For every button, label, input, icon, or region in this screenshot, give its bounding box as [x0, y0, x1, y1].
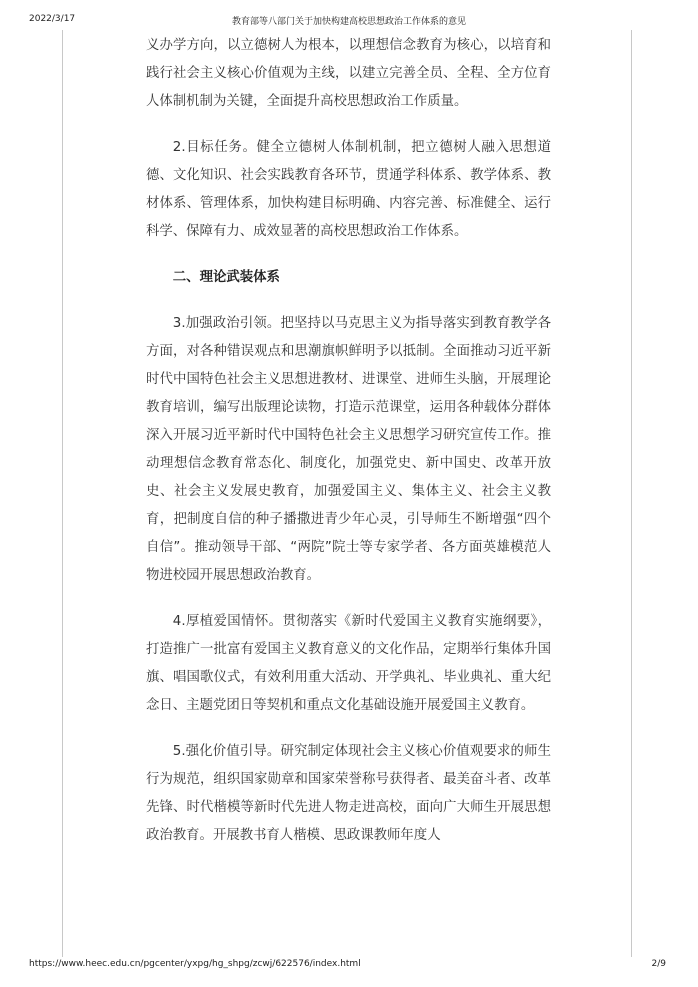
document-title: 教育部等八部门关于加快构建高校思想政治工作体系的意见: [231, 17, 466, 27]
page-number: 2/9: [651, 959, 666, 969]
paragraph-patriotism: 4.厚植爱国情怀。贯彻落实《新时代爱国主义教育实施纲要》，打造推广一批富有爱国主义教育意义的文化作品，定期举行集体升国旗、唱国歌仪式，有效利用重大活动、开学典礼、毕业典礼、重大纪念日、主题党团日等契机和重点文化基础设施开展爱国主义教育。: [146, 614, 551, 713]
paragraph-value-guidance: 5.强化价值引导。研究制定体现社会主义核心价值观要求的师生行为规范，组织国家勋章和国家荣誉称号获得者、最美奋斗者、改革先锋、时代楷模等新时代先进人物走进高校，面向广大师生开展思想政治教育。开展教书育人楷模、思政课教师年度人: [146, 744, 551, 843]
page-url: https://www.heec.edu.cn/pgcenter/yxpg/hg_shpg/zcwj/622576/index.html: [29, 959, 361, 969]
paragraph-goal-tasks: 2.目标任务。健全立德树人体制机制，把立德树人融入思想道德、文化知识、社会实践教育各环节，贯通学科体系、教学体系、教材体系、管理体系，加快构建目标明确、内容完善、标准健全、运行科学、保障有力、成效显著的高校思想政治工作体系。: [146, 140, 551, 239]
document-body: [146, 32, 551, 850]
print-date: 2022/3/17: [29, 14, 76, 24]
print-header: [0, 14, 698, 30]
section-heading-theory: 二、理论武装体系: [172, 270, 280, 285]
left-margin-rule: [62, 30, 63, 957]
right-margin-rule: [631, 30, 632, 957]
paragraph-political-guidance: 3.加强政治引领。把坚持以马克思主义为指导落实到教育教学各方面，对各种错误观点和思潮旗帜鲜明予以抵制。全面推动习近平新时代中国特色社会主义思想进教材、进课堂、进师生头脑，开展理论教育培训，编写出版理论读物，打造示范课堂，运用各种载体分群体深入开展习近平新时代中国特色社会主义思想学习研究宣传工作。推动理想信念教育常态化、制度化，加强党史、新中国史、改革开放史、社会主义发展史教育，加强爱国主义、集体主义、社会主义教育，把制度自信的种子播撒进青少年心灵，引导师生不断增强“四个自信”。推动领导干部、“两院”院士等专家学者、各方面英雄模范人物进校园开展思想政治教育。: [146, 316, 551, 583]
continued-paragraph: 义办学方向，以立德树人为根本，以理想信念教育为核心，以培育和践行社会主义核心价值观为主线，以建立完善全员、全程、全方位育人体制机制为关键，全面提升高校思想政治工作质量。: [146, 38, 551, 109]
